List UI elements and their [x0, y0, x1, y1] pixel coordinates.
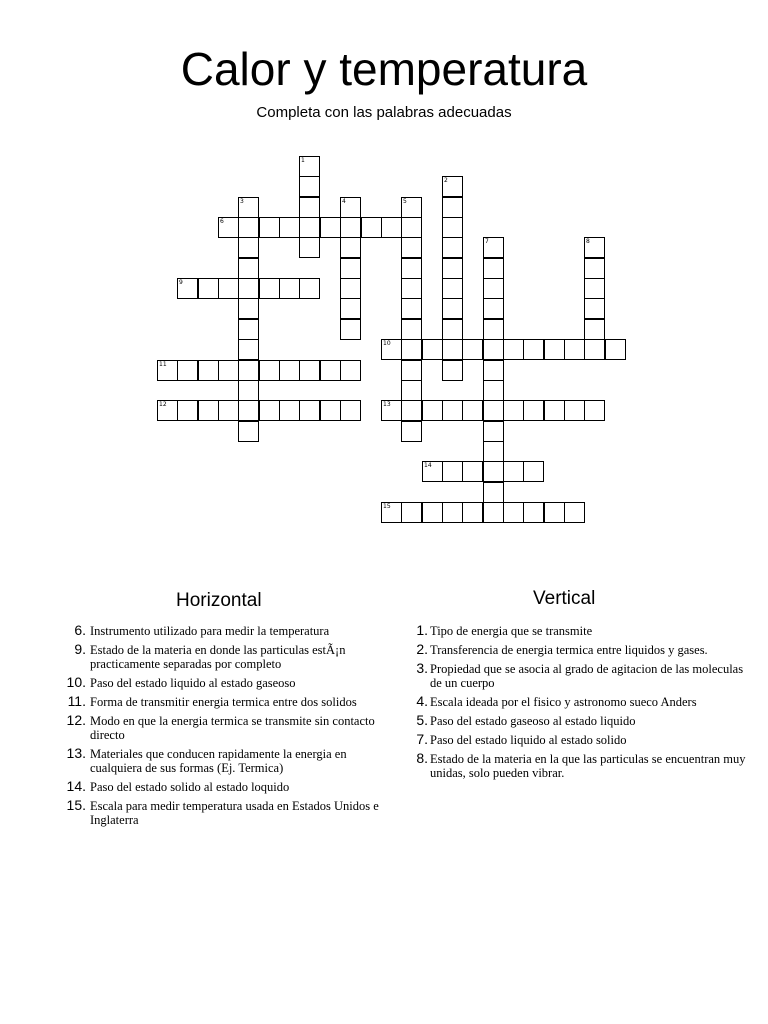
- across-clue: [60, 780, 400, 794]
- crossword-cell[interactable]: [218, 400, 239, 421]
- crossword-cell[interactable]: [279, 360, 300, 381]
- clue-text: Forma de transmitir energia termica entre dos solidos: [90, 695, 357, 709]
- crossword-cell[interactable]: [177, 278, 198, 299]
- crossword-cell[interactable]: [259, 278, 280, 299]
- clue-number-label: 10.: [66, 674, 86, 690]
- across-clue-list: [60, 624, 400, 832]
- clue-number-label: 11.: [67, 693, 86, 709]
- crossword-cell[interactable]: [442, 319, 463, 340]
- crossword-cell[interactable]: [279, 217, 300, 238]
- crossword-cell[interactable]: [584, 258, 605, 279]
- crossword-cell[interactable]: [320, 400, 341, 421]
- clue-number: 2: [444, 177, 448, 184]
- clue-number: 14: [424, 462, 432, 469]
- clue-number: 6: [220, 218, 224, 225]
- crossword-cell[interactable]: [584, 319, 605, 340]
- crossword-cell[interactable]: [483, 258, 504, 279]
- crossword-cell[interactable]: [198, 278, 219, 299]
- crossword-cell[interactable]: [340, 237, 361, 258]
- crossword-cell[interactable]: [564, 502, 585, 523]
- clue-number-label: 5.: [416, 712, 428, 728]
- crossword-cell[interactable]: [442, 360, 463, 381]
- clue-number: 1: [301, 157, 305, 164]
- crossword-cell[interactable]: [381, 400, 402, 421]
- crossword-cell[interactable]: [422, 461, 443, 482]
- down-heading: Vertical: [533, 588, 596, 609]
- crossword-cell[interactable]: [238, 421, 259, 442]
- crossword-cell[interactable]: [361, 217, 382, 238]
- clue-text: Escala ideada por el fisico y astronomo sueco Anders: [430, 695, 697, 709]
- crossword-cell[interactable]: [299, 400, 320, 421]
- across-clue: [60, 676, 400, 690]
- crossword-cell[interactable]: [279, 278, 300, 299]
- clue-number: 9: [179, 279, 183, 286]
- crossword-cell[interactable]: [299, 176, 320, 197]
- clue-text: Escala para medir temperatura usada en Estados Unidos e Inglaterra: [90, 799, 379, 827]
- down-clue: [408, 662, 753, 690]
- crossword-cell[interactable]: [503, 461, 524, 482]
- clue-text: Transferencia de energia termica entre liquidos y gases.: [430, 643, 708, 657]
- clue-text: Paso del estado liquido al estado solido: [430, 733, 627, 747]
- crossword-cell[interactable]: [462, 339, 483, 360]
- crossword-cell[interactable]: [299, 360, 320, 381]
- crossword-cell[interactable]: [259, 360, 280, 381]
- crossword-cell[interactable]: [503, 502, 524, 523]
- crossword-cell[interactable]: [483, 421, 504, 442]
- clue-number: 5: [403, 198, 407, 205]
- clue-text: Propiedad que se asocia al grado de agitacion de las moleculas de un cuerpo: [430, 662, 744, 690]
- crossword-cell[interactable]: [299, 197, 320, 218]
- clue-number: 13: [383, 401, 391, 408]
- crossword-cell[interactable]: [177, 360, 198, 381]
- crossword-cell[interactable]: [299, 156, 320, 177]
- crossword-cell[interactable]: [442, 339, 463, 360]
- clue-text: Tipo de energia que se transmite: [430, 624, 593, 638]
- clue-number-label: 2.: [416, 641, 428, 657]
- clue-number: 15: [383, 503, 391, 510]
- across-clue: [60, 643, 400, 671]
- clue-text: Estado de la materia en la que las particulas se encuentran muy unidas, solo pueden vibrar.: [430, 752, 746, 780]
- crossword-cell[interactable]: [381, 339, 402, 360]
- clue-number: 12: [159, 401, 167, 408]
- crossword-cell[interactable]: [299, 278, 320, 299]
- crossword-cell[interactable]: [544, 339, 565, 360]
- down-clue-list: [408, 624, 753, 785]
- down-clue: [408, 695, 753, 709]
- across-clue: [60, 799, 400, 827]
- crossword-cell[interactable]: [340, 278, 361, 299]
- clue-text: Paso del estado gaseoso al estado liquido: [430, 714, 636, 728]
- crossword-cell[interactable]: [483, 360, 504, 381]
- crossword-cell[interactable]: [401, 421, 422, 442]
- crossword-cell[interactable]: [483, 502, 504, 523]
- crossword-cell[interactable]: [462, 461, 483, 482]
- crossword-cell[interactable]: [584, 339, 605, 360]
- clue-number: 10: [383, 340, 391, 347]
- crossword-cell[interactable]: [401, 258, 422, 279]
- crossword-cell[interactable]: [238, 237, 259, 258]
- crossword-cell[interactable]: [238, 339, 259, 360]
- crossword-cell[interactable]: [483, 461, 504, 482]
- crossword-cell[interactable]: [503, 400, 524, 421]
- crossword-cell[interactable]: [238, 298, 259, 319]
- crossword-cell[interactable]: [340, 217, 361, 238]
- crossword-cell[interactable]: [442, 217, 463, 238]
- page-title: Calor y temperatura: [180, 43, 588, 95]
- down-clue: [408, 733, 753, 747]
- crossword-cell[interactable]: [177, 400, 198, 421]
- crossword-cell[interactable]: [401, 380, 422, 401]
- crossword-cell[interactable]: [299, 217, 320, 238]
- clue-number-label: 6.: [74, 622, 86, 638]
- crossword-cell[interactable]: [401, 298, 422, 319]
- crossword-cell[interactable]: [238, 278, 259, 299]
- crossword-cell[interactable]: [218, 278, 239, 299]
- crossword-cell[interactable]: [401, 237, 422, 258]
- crossword-cell[interactable]: [483, 400, 504, 421]
- crossword-cell[interactable]: [564, 339, 585, 360]
- crossword-cell[interactable]: [340, 319, 361, 340]
- crossword-cell[interactable]: [401, 400, 422, 421]
- crossword-cell[interactable]: [605, 339, 626, 360]
- crossword-cell[interactable]: [442, 502, 463, 523]
- clue-number: 4: [342, 198, 346, 205]
- crossword-cell[interactable]: [238, 319, 259, 340]
- crossword-cell[interactable]: [401, 197, 422, 218]
- crossword-cell[interactable]: [422, 502, 443, 523]
- crossword-cell[interactable]: [442, 278, 463, 299]
- crossword-cell[interactable]: [523, 400, 544, 421]
- crossword-cell[interactable]: [238, 258, 259, 279]
- crossword-cell[interactable]: [238, 360, 259, 381]
- clue-number: 11: [159, 361, 167, 368]
- down-clue: [408, 714, 753, 728]
- clue-number-label: 15.: [66, 797, 86, 813]
- crossword-cell[interactable]: [340, 400, 361, 421]
- crossword-cell[interactable]: [523, 502, 544, 523]
- crossword-cell[interactable]: [381, 502, 402, 523]
- crossword-cell[interactable]: [523, 339, 544, 360]
- crossword-cell[interactable]: [483, 441, 504, 462]
- crossword-cell[interactable]: [157, 360, 178, 381]
- clue-text: Instrumento utilizado para medir la temperatura: [90, 624, 330, 638]
- crossword-cell[interactable]: [238, 400, 259, 421]
- crossword-cell[interactable]: [442, 400, 463, 421]
- crossword-cell[interactable]: [442, 197, 463, 218]
- crossword-cell[interactable]: [340, 197, 361, 218]
- clue-text: Materiales que conducen rapidamente la energia en cualquiera de sus formas (Ej. Termica): [90, 747, 347, 775]
- crossword-cell[interactable]: [340, 360, 361, 381]
- crossword-cell[interactable]: [401, 360, 422, 381]
- crossword-cell[interactable]: [483, 319, 504, 340]
- clue-number-label: 14.: [66, 778, 86, 794]
- across-clue: [60, 747, 400, 775]
- crossword-cell[interactable]: [483, 298, 504, 319]
- clue-text: Paso del estado liquido al estado gaseoso: [90, 676, 296, 690]
- crossword-cell[interactable]: [483, 278, 504, 299]
- crossword-cell[interactable]: [238, 380, 259, 401]
- crossword-cell[interactable]: [584, 298, 605, 319]
- crossword-cell[interactable]: [503, 339, 524, 360]
- clue-number: 3: [240, 198, 244, 205]
- clue-number-label: 13.: [66, 745, 86, 761]
- clue-number-label: 4.: [416, 693, 428, 709]
- crossword-cell[interactable]: [442, 298, 463, 319]
- crossword-cell[interactable]: [279, 400, 300, 421]
- crossword-cell[interactable]: [198, 400, 219, 421]
- down-clue: [408, 752, 753, 780]
- page-subtitle: Completa con las palabras adecuadas: [256, 104, 512, 121]
- crossword-cell[interactable]: [462, 400, 483, 421]
- crossword-cell[interactable]: [320, 360, 341, 381]
- crossword-cell[interactable]: [218, 360, 239, 381]
- crossword-cell[interactable]: [422, 400, 443, 421]
- across-clue: [60, 695, 400, 709]
- clue-number-label: 12.: [66, 712, 86, 728]
- crossword-cell[interactable]: [401, 502, 422, 523]
- clue-text: Estado de la materia en donde las particulas estÃ¡n practicamente separadas por completo: [90, 643, 346, 671]
- crossword-cell[interactable]: [584, 400, 605, 421]
- clue-number: 7: [485, 238, 489, 245]
- crossword-cell[interactable]: [584, 278, 605, 299]
- crossword-cell[interactable]: [238, 197, 259, 218]
- crossword-cell[interactable]: [442, 258, 463, 279]
- crossword-cell[interactable]: [299, 237, 320, 258]
- crossword-cell[interactable]: [544, 400, 565, 421]
- clue-text: Modo en que la energia termica se transmite sin contacto directo: [90, 714, 375, 742]
- clue-number-label: 9.: [74, 641, 86, 657]
- crossword-cell[interactable]: [584, 237, 605, 258]
- crossword-cell[interactable]: [462, 502, 483, 523]
- clue-number-label: 7.: [416, 731, 428, 747]
- crossword-cell[interactable]: [401, 217, 422, 238]
- crossword-cell[interactable]: [401, 319, 422, 340]
- crossword-cell[interactable]: [157, 400, 178, 421]
- crossword-cell[interactable]: [442, 237, 463, 258]
- across-clue: [60, 714, 400, 742]
- across-clue: [60, 624, 400, 638]
- clue-text: Paso del estado solido al estado loquido: [90, 780, 290, 794]
- crossword-cell[interactable]: [238, 217, 259, 238]
- down-clue: [408, 624, 753, 638]
- crossword-cell[interactable]: [523, 461, 544, 482]
- clue-number-label: 8.: [416, 750, 428, 766]
- crossword-cell[interactable]: [340, 258, 361, 279]
- crossword-cell[interactable]: [340, 298, 361, 319]
- crossword-cell[interactable]: [259, 400, 280, 421]
- crossword-cell[interactable]: [401, 278, 422, 299]
- crossword-cell[interactable]: [544, 502, 565, 523]
- down-clue: [408, 643, 753, 657]
- crossword-cell[interactable]: [564, 400, 585, 421]
- crossword-cell[interactable]: [422, 339, 443, 360]
- crossword-cell[interactable]: [381, 217, 402, 238]
- crossword-cell[interactable]: [401, 339, 422, 360]
- crossword-cell[interactable]: [259, 217, 280, 238]
- crossword-cell[interactable]: [483, 380, 504, 401]
- crossword-cell[interactable]: [483, 339, 504, 360]
- crossword-cell[interactable]: [198, 360, 219, 381]
- crossword-cell[interactable]: [442, 176, 463, 197]
- clue-number: 8: [586, 238, 590, 245]
- crossword-cell[interactable]: [218, 217, 239, 238]
- clue-number-label: 1.: [416, 622, 428, 638]
- crossword-cell[interactable]: [442, 461, 463, 482]
- across-heading: Horizontal: [176, 590, 262, 611]
- crossword-cell[interactable]: [483, 482, 504, 503]
- crossword-cell[interactable]: [483, 237, 504, 258]
- crossword-cell[interactable]: [320, 217, 341, 238]
- clue-number-label: 3.: [416, 660, 428, 676]
